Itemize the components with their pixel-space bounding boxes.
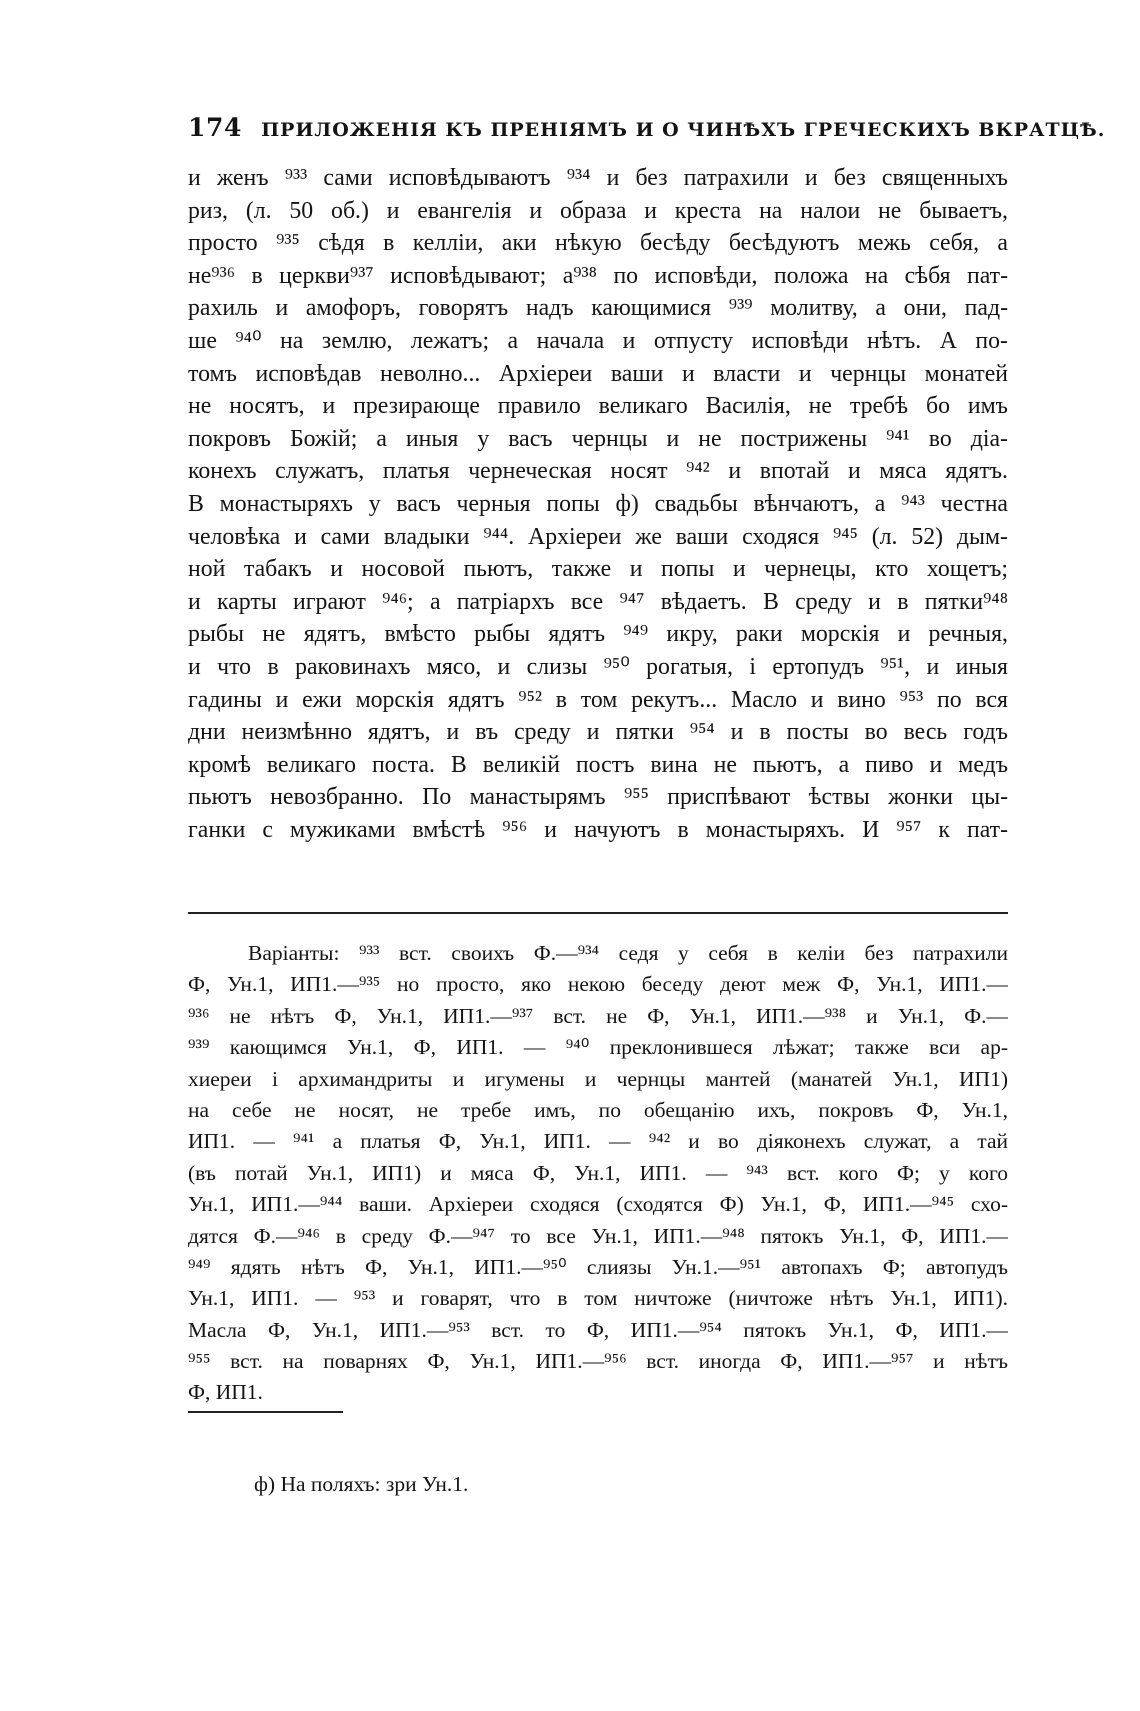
text-line: ше ⁹⁴⁰ на землю, лежатъ; а начала и отпусту исповѣди нѣтъ. А по-	[188, 327, 1008, 354]
text-line: дни неизмѣнно ядятъ, и въ среду и пятки ⁹⁵⁴ и в посты во весь годъ	[188, 719, 1008, 746]
running-title: ПРИЛОЖЕНІЯ КЪ ПРЕНІЯМЪ И О ЧИНѢХЪ ГРЕЧЕСКИХЪ ВКРАТЦѢ.	[261, 119, 1106, 141]
footnote-divider	[188, 1411, 343, 1413]
variant-line: Варіанты: ⁹³³ вст. своихъ Ф.—⁹³⁴ седя у себя в келіи без патрахили	[248, 941, 1008, 965]
variant-line: Масла Ф, Ун.1, ИП1.—⁹⁵³ вст. то Ф, ИП1.—⁹⁵⁴ пятокъ Ун.1, Ф, ИП1.—	[188, 1317, 1008, 1342]
variant-line: Ун.1, ИП1.—⁹⁴⁴ ваши. Архіереи сходяся (сходятся Ф) Ун.1, Ф, ИП1.—⁹⁴⁵ схо-	[188, 1192, 1008, 1217]
variant-line: ИП1. — ⁹⁴¹ а платья Ф, Ун.1, ИП1. — ⁹⁴² и во діяконехъ служат, а тай	[188, 1129, 1008, 1154]
variant-line: Ф, Ун.1, ИП1.—⁹³⁵ но просто, яко некою беседу деют меж Ф, Ун.1, ИП1.—	[188, 972, 1008, 997]
text-line: риз, (л. 50 об.) и евангелія и образа и креста на налои не бываетъ,	[188, 197, 1008, 224]
footnote: ф) На поляхъ: зри Ун.1.	[254, 1472, 469, 1496]
variant-line: ⁹³⁶ не нѣтъ Ф, Ун.1, ИП1.—⁹³⁷ вст. не Ф, Ун.1, ИП1.—⁹³⁸ и Ун.1, Ф.—	[188, 1003, 1008, 1028]
running-header	[188, 113, 1106, 142]
text-line: рахиль и амофоръ, говорятъ надъ кающимися ⁹³⁹ молитву, а они, пад-	[188, 295, 1008, 322]
variants-apparatus	[188, 938, 1008, 1409]
text-line: и женъ ⁹³³ сами исповѣдываютъ ⁹³⁴ и без патрахили и без священныхъ	[188, 165, 1008, 191]
text-line: человѣка и сами владыки ⁹⁴⁴. Архіереи же ваши сходяся ⁹⁴⁵ (л. 52) дым-	[188, 523, 1008, 550]
text-line: ной табакъ и носовой пьютъ, также и попы и чернецы, кто хощетъ;	[188, 556, 1008, 583]
text-line: гадины и ежи морскія ядятъ ⁹⁵² в том рекутъ... Масло и вино ⁹⁵³ по вся	[188, 686, 1008, 713]
page-number: 174	[188, 113, 242, 142]
variant-line: Ун.1, ИП1. — ⁹⁵³ и говарят, что в том ничтоже (ничтоже нѣтъ Ун.1, ИП1).	[188, 1286, 1008, 1311]
variant-line: (въ потай Ун.1, ИП1) и мяса Ф, Ун.1, ИП1. — ⁹⁴³ вст. кого Ф; у кого	[188, 1160, 1008, 1185]
text-line: не носятъ, и презирающе правило великаго Василія, не требѣ бо имъ	[188, 393, 1008, 420]
text-line: конехъ служатъ, платья чернеческая носят ⁹⁴² и впотай и мяса ядятъ.	[188, 458, 1008, 485]
text-line: и что в раковинахъ мясо, и слизы ⁹⁵⁰ рогатыя, і ертопудъ ⁹⁵¹, и иныя	[188, 653, 1008, 680]
variant-line: Ф, ИП1.	[188, 1380, 263, 1405]
text-line: В монастыряхъ у васъ черныя попы ф) свадьбы вѣнчаютъ, а ⁹⁴³ честна	[188, 490, 1008, 517]
section-divider	[188, 912, 1008, 914]
text-line: покровъ Божій; а иныя у васъ чернцы и не пострижены ⁹⁴¹ во діа-	[188, 425, 1008, 452]
text-line: не⁹³⁶ в церкви⁹³⁷ исповѣдывают; а⁹³⁸ по исповѣди, положа на сѣбя пат-	[188, 262, 1008, 289]
main-text	[188, 162, 1008, 846]
variant-line: ⁹⁵⁵ вст. на поварнях Ф, Ун.1, ИП1.—⁹⁵⁶ вст. иногда Ф, ИП1.—⁹⁵⁷ и нѣтъ	[188, 1349, 1008, 1374]
variant-line: хиереи і архимандриты и игумены и чернцы мантей (манатей Ун.1, ИП1)	[188, 1066, 1008, 1091]
text-line: рыбы не ядятъ, вмѣсто рыбы ядятъ ⁹⁴⁹ икру, раки морскія и речныя,	[188, 621, 1008, 648]
variant-line: ⁹⁴⁹ ядять нѣтъ Ф, Ун.1, ИП1.—⁹⁵⁰ слиязы Ун.1.—⁹⁵¹ автопахъ Ф; автопудъ	[188, 1254, 1008, 1279]
variant-line: дятся Ф.—⁹⁴⁶ в среду Ф.—⁹⁴⁷ то все Ун.1, ИП1.—⁹⁴⁸ пятокъ Ун.1, Ф, ИП1.—	[188, 1223, 1008, 1248]
text-line: и карты играют ⁹⁴⁶; а патріархъ все ⁹⁴⁷ вѣдаетъ. В среду и в пятки⁹⁴⁸	[188, 588, 1008, 615]
text-line: кромѣ великаго поста. В великій постъ вина не пьютъ, а пиво и медъ	[188, 751, 1008, 778]
text-line: томъ исповѣдав неволно... Архіереи ваши и власти и чернцы монатей	[188, 360, 1008, 387]
text-line: просто ⁹³⁵ сѣдя в келліи, аки нѣкую бесѣду бесѣдуютъ межь себя, а	[188, 230, 1008, 257]
text-line: ганки с мужиками вмѣстѣ ⁹⁵⁶ и начуютъ в монастыряхъ. И ⁹⁵⁷ к пат-	[188, 816, 1008, 843]
variant-line: ⁹³⁹ кающимся Ун.1, Ф, ИП1. — ⁹⁴⁰ преклонившеся лѣжат; также вси ар-	[188, 1035, 1008, 1060]
text-line: пьютъ невозбранно. По манастырямъ ⁹⁵⁵ приспѣвают ѣствы жонки цы-	[188, 784, 1008, 811]
variant-line: на себе не носят, не требе имъ, по обещанію ихъ, покровъ Ф, Ун.1,	[188, 1097, 1008, 1122]
